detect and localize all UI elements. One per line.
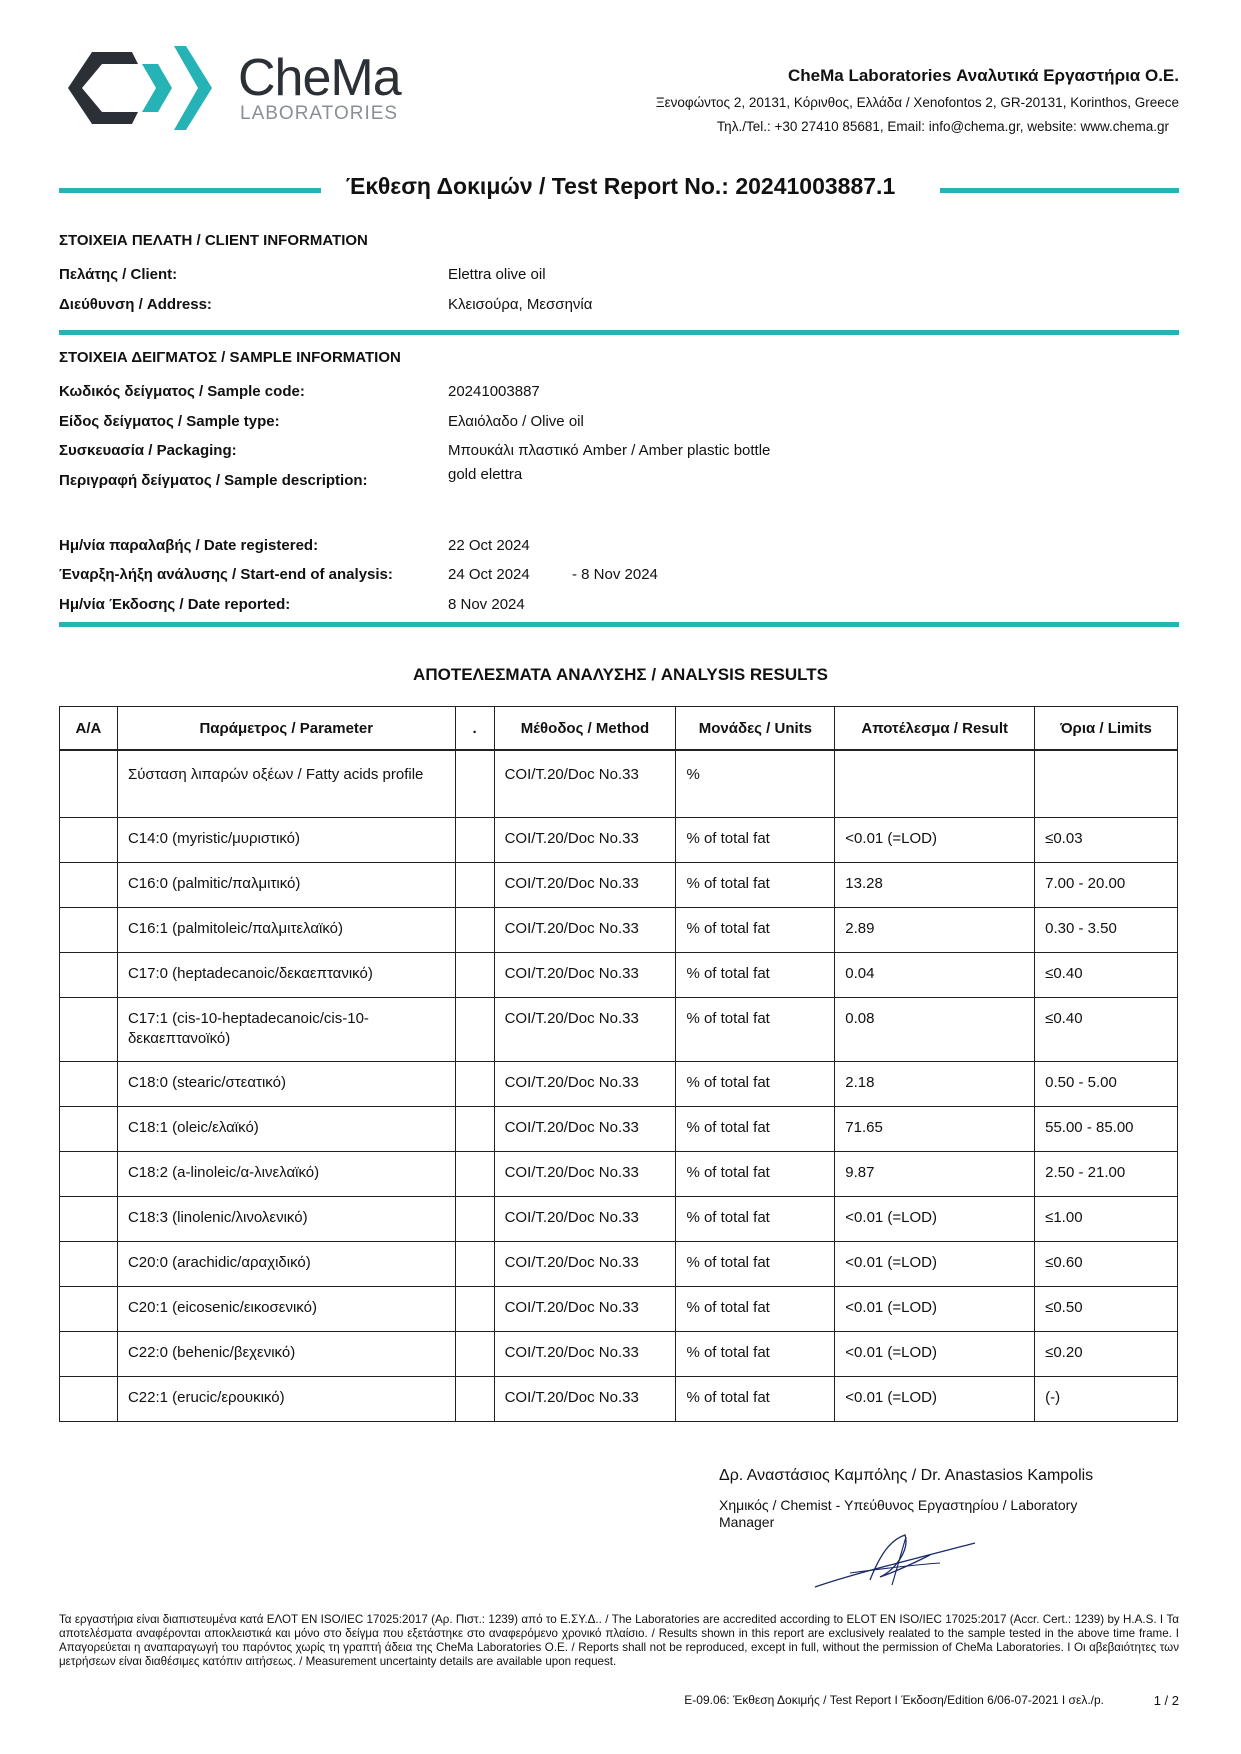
footer-disclaimer: Τα εργαστήρια είναι διαπιστευμένα κατά ΕΛΟΤ EN ISO/IEC 17025:2017 (Αρ. Πιστ.: 1239) από το Ε.ΣΥ.Δ.. / The Laboratories are accredited according to ELOT EN ISO/IEC 17025:2017 (Accr. Cert.: 1239) by H.A.S. I Τα αποτελέσματα αναφέρονται αποκλειστικά και μόνο στο δείγμα που εξετάστηκε στο αναφερόμενο χρονικό πλαίσιο. / Results shown in this report are exclusively realated to the sample tested in the above time frame. I Απαγορεύεται η αναπαραγωγή του παρόντος χωρίς τη γραπτή άδεια της CheMa Laboratories O.E. / Reports shall not be reproduced, except in full, without the permission of CheMa Laboratories. I Οι αβεβαιότητες των μετρήσεων είναι διαθέσιμες κατόπιν αιτήσεως. / Measurement uncertainty details are available upon request. (59, 1613, 1179, 1668)
analysis-label: Έναρξη-λήξη ανάλυσης / Start-end of analysis: (59, 566, 393, 583)
cell-method: COI/T.20/Doc No.33 (494, 953, 676, 998)
header-limits: Όρια / Limits (1035, 707, 1178, 751)
cell-parameter: C14:0 (myristic/μυριστικό) (117, 818, 455, 863)
cell-limits: ≤1.00 (1035, 1197, 1178, 1242)
cell-method: COI/T.20/Doc No.33 (494, 818, 676, 863)
table-row (60, 998, 1178, 1062)
header-result: Αποτέλεσμα / Result (835, 707, 1035, 751)
cell-limits: ≤0.40 (1035, 998, 1178, 1062)
cell-method: COI/T.20/Doc No.33 (494, 998, 676, 1062)
cell-dot (455, 863, 494, 908)
report-title: Έκθεση Δοκιμών / Test Report No.: 20241003887.1 (345, 173, 896, 199)
cell-parameter: C17:0 (heptadecanoic/δεκαεπτανικό) (117, 953, 455, 998)
cell-dot (455, 1287, 494, 1332)
cell-parameter: C20:1 (eicosenic/εικοσενικό) (117, 1287, 455, 1332)
cell-limits: (-) (1035, 1377, 1178, 1422)
company-contact: Τηλ./Tel.: +30 27410 85681, Email: info@chema.gr, website: www.chema.gr (716, 119, 1169, 134)
cell-units: % (676, 750, 835, 818)
cell-result: 71.65 (835, 1107, 1035, 1152)
cell-limits: ≤0.40 (1035, 953, 1178, 998)
sample-code-value: 20241003887 (448, 383, 540, 400)
cell-parameter: C20:0 (arachidic/αραχιδικό) (117, 1242, 455, 1287)
cell-result: 13.28 (835, 863, 1035, 908)
cell-units: % of total fat (676, 1242, 835, 1287)
cell-dot (455, 1242, 494, 1287)
cell-units: % of total fat (676, 1377, 835, 1422)
logo-subtitle: LABORATORIES (240, 103, 399, 124)
cell-method: COI/T.20/Doc No.33 (494, 1242, 676, 1287)
cell-method: COI/T.20/Doc No.33 (494, 1197, 676, 1242)
cell-parameter: C16:1 (palmitoleic/παλμιτελαϊκό) (117, 908, 455, 953)
cell-result: <0.01 (=LOD) (835, 1332, 1035, 1377)
cell-units: % of total fat (676, 953, 835, 998)
registered-value: 22 Oct 2024 (448, 537, 530, 554)
header-parameter: Παράμετρος / Parameter (117, 707, 455, 751)
cell-method: COI/T.20/Doc No.33 (494, 863, 676, 908)
packaging-label: Συσκευασία / Packaging: (59, 442, 237, 459)
cell-dot (455, 953, 494, 998)
cell-dot (455, 1062, 494, 1107)
results-header-row (60, 707, 1178, 751)
cell-parameter: Σύσταση λιπαρών οξέων / Fatty acids profile (117, 750, 455, 818)
cell-aa (60, 908, 118, 953)
signature-icon (810, 1525, 980, 1595)
results-table (59, 706, 1178, 1422)
address-label: Διεύθυνση / Address: (59, 296, 212, 313)
table-row (60, 1287, 1178, 1332)
company-name: CheMa Laboratories Αναλυτικά Εργαστήρια Ο.Ε. (788, 66, 1179, 85)
cell-limits: 2.50 - 21.00 (1035, 1152, 1178, 1197)
analysis-start: 24 Oct 2024 (448, 566, 530, 583)
cell-aa (60, 818, 118, 863)
table-row (60, 908, 1178, 953)
cell-aa (60, 1332, 118, 1377)
cell-limits: ≤0.20 (1035, 1332, 1178, 1377)
header-method: Μέθοδος / Method (494, 707, 676, 751)
cell-aa (60, 998, 118, 1062)
cell-result: <0.01 (=LOD) (835, 818, 1035, 863)
cell-units: % of total fat (676, 1062, 835, 1107)
address-value: Κλεισούρα, Μεσσηνία (448, 296, 593, 313)
table-row (60, 953, 1178, 998)
table-row (60, 1242, 1178, 1287)
client-label: Πελάτης / Client: (59, 266, 178, 283)
cell-parameter: C18:2 (a-linoleic/α-λινελαϊκό) (117, 1152, 455, 1197)
cell-method: COI/T.20/Doc No.33 (494, 750, 676, 818)
divider-1 (59, 330, 1179, 335)
cell-method: COI/T.20/Doc No.33 (494, 1062, 676, 1107)
logo-wordmark: CheMa (238, 49, 401, 107)
cell-limits: ≤0.60 (1035, 1242, 1178, 1287)
signatory-name: Δρ. Αναστάσιος Καμπόλης / Dr. Anastasios Kampolis (719, 1467, 1094, 1484)
cell-method: COI/T.20/Doc No.33 (494, 1332, 676, 1377)
cell-parameter: C22:0 (behenic/βεχενικό) (117, 1332, 455, 1377)
cell-dot (455, 1197, 494, 1242)
header-units: Μονάδες / Units (676, 707, 835, 751)
cell-limits: ≤0.03 (1035, 818, 1178, 863)
reported-label: Ημ/νία Έκδοσης / Date reported: (59, 596, 291, 613)
cell-units: % of total fat (676, 908, 835, 953)
cell-result: 0.08 (835, 998, 1035, 1062)
table-row (60, 1197, 1178, 1242)
page-number: 1 / 2 (1153, 1693, 1179, 1708)
cell-result: 2.89 (835, 908, 1035, 953)
analysis-end: - 8 Nov 2024 (572, 566, 658, 583)
table-row (60, 1332, 1178, 1377)
cell-result: 9.87 (835, 1152, 1035, 1197)
cell-result: <0.01 (=LOD) (835, 1197, 1035, 1242)
reported-value: 8 Nov 2024 (448, 596, 525, 613)
client-section-title: ΣΤΟΙΧΕΙΑ ΠΕΛΑΤΗ / CLIENT INFORMATION (59, 232, 368, 249)
table-row (60, 1062, 1178, 1107)
cell-parameter: C18:3 (linolenic/λινολενικό) (117, 1197, 455, 1242)
cell-dot (455, 750, 494, 818)
cell-dot (455, 998, 494, 1062)
cell-dot (455, 1152, 494, 1197)
cell-aa (60, 1152, 118, 1197)
cell-result (835, 750, 1035, 818)
cell-parameter: C17:1 (cis-10-heptadecanoic/cis-10-δεκαεπτανοϊκό) (117, 998, 455, 1062)
results-title: ΑΠΟΤΕΛΕΣΜΑΤΑ ΑΝΑΛΥΣΗΣ / ANALYSIS RESULTS (413, 665, 828, 684)
sample-code-label: Κωδικός δείγματος / Sample code: (59, 383, 305, 400)
cell-limits: 7.00 - 20.00 (1035, 863, 1178, 908)
cell-method: COI/T.20/Doc No.33 (494, 1107, 676, 1152)
cell-limits (1035, 750, 1178, 818)
header-dot: . (455, 707, 494, 751)
table-row (60, 818, 1178, 863)
table-row (60, 1377, 1178, 1422)
cell-aa (60, 1287, 118, 1332)
cell-aa (60, 750, 118, 818)
cell-aa (60, 953, 118, 998)
cell-dot (455, 1107, 494, 1152)
cell-limits: ≤0.50 (1035, 1287, 1178, 1332)
cell-units: % of total fat (676, 1107, 835, 1152)
footer-document-ref: E-09.06: Έκθεση Δοκιμής / Test Report I Έκδοση/Edition 6/06-07-2021 I σελ./p. (684, 1693, 1104, 1707)
cell-aa (60, 1197, 118, 1242)
cell-dot (455, 1332, 494, 1377)
cell-parameter: C18:0 (stearic/στεατικό) (117, 1062, 455, 1107)
description-label: Περιγραφή δείγματος / Sample description: (59, 472, 368, 489)
description-value: gold elettra (448, 466, 523, 483)
table-row (60, 1152, 1178, 1197)
table-row (60, 750, 1178, 818)
cell-dot (455, 908, 494, 953)
company-address: Ξενοφώντος 2, 20131, Κόρινθος, Ελλάδα / Xenofontos 2, GR-20131, Korinthos, Greece (655, 95, 1179, 110)
cell-parameter: C16:0 (palmitic/παλμιτικό) (117, 863, 455, 908)
divider-2 (59, 622, 1179, 627)
cell-units: % of total fat (676, 998, 835, 1062)
cell-limits: 0.50 - 5.00 (1035, 1062, 1178, 1107)
table-row (60, 863, 1178, 908)
cell-parameter: C18:1 (oleic/ελαϊκό) (117, 1107, 455, 1152)
cell-units: % of total fat (676, 818, 835, 863)
cell-result: <0.01 (=LOD) (835, 1377, 1035, 1422)
cell-aa (60, 1062, 118, 1107)
cell-aa (60, 1107, 118, 1152)
cell-dot (455, 818, 494, 863)
cell-limits: 55.00 - 85.00 (1035, 1107, 1178, 1152)
registered-label: Ημ/νία παραλαβής / Date registered: (59, 537, 319, 554)
cell-parameter: C22:1 (erucic/ερουκικό) (117, 1377, 455, 1422)
cell-aa (60, 1377, 118, 1422)
cell-result: <0.01 (=LOD) (835, 1287, 1035, 1332)
cell-result: 0.04 (835, 953, 1035, 998)
cell-dot (455, 1377, 494, 1422)
cell-method: COI/T.20/Doc No.33 (494, 1287, 676, 1332)
packaging-value: Μπουκάλι πλαστικό Amber / Amber plastic bottle (448, 442, 771, 459)
cell-result: 2.18 (835, 1062, 1035, 1107)
cell-method: COI/T.20/Doc No.33 (494, 908, 676, 953)
cell-units: % of total fat (676, 1287, 835, 1332)
header-aa: A/A (60, 707, 118, 751)
cell-limits: 0.30 - 3.50 (1035, 908, 1178, 953)
sample-section-title: ΣΤΟΙΧΕΙΑ ΔΕΙΓΜΑΤΟΣ / SAMPLE INFORMATION (59, 349, 401, 366)
cell-method: COI/T.20/Doc No.33 (494, 1152, 676, 1197)
cell-method: COI/T.20/Doc No.33 (494, 1377, 676, 1422)
client-value: Elettra olive oil (448, 266, 546, 283)
signatory-role: Χημικός / Chemist - Υπεύθυνος Εργαστηρίου / Laboratory Manager (719, 1497, 1078, 1530)
cell-units: % of total fat (676, 863, 835, 908)
cell-aa (60, 1242, 118, 1287)
sample-type-value: Ελαιόλαδο / Olive oil (448, 413, 584, 430)
cell-aa (60, 863, 118, 908)
sample-type-label: Είδος δείγματος / Sample type: (59, 413, 280, 430)
cell-units: % of total fat (676, 1197, 835, 1242)
cell-units: % of total fat (676, 1152, 835, 1197)
cell-units: % of total fat (676, 1332, 835, 1377)
cell-result: <0.01 (=LOD) (835, 1242, 1035, 1287)
table-row (60, 1107, 1178, 1152)
